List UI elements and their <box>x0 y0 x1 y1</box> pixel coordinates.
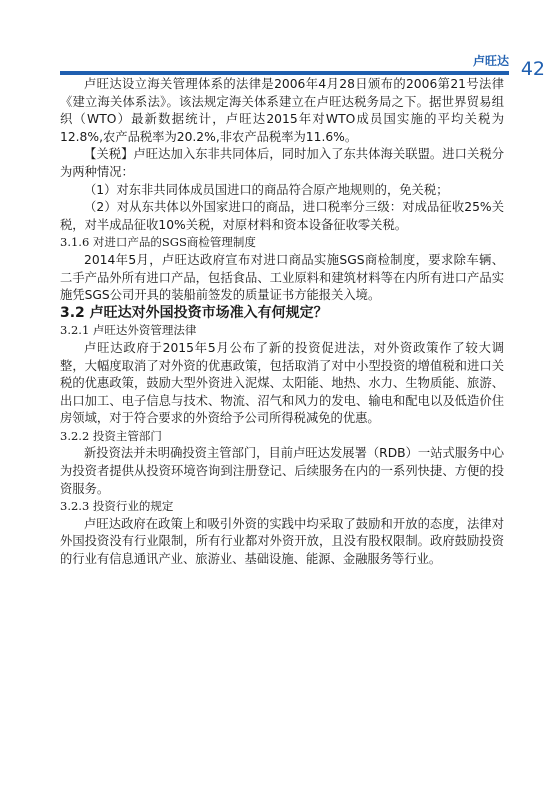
section-heading-3-2: 3.2 卢旺达对外国投资市场准入有何规定？ <box>60 304 328 321</box>
subheading-3-2-2: 3.2.2 投资主管部门 <box>60 428 162 443</box>
paragraph-sgs: 2014年5月，卢旺达政府宣布对进口商品实施SGS商检制度，要求除车辆、二手产品外所有进口产品，包括食品、工业原料和建筑材料等在内所有进口产品实施凭SGS公司开具的装船前签发的质量证书方能报关入境。 <box>60 252 504 303</box>
paragraph-industries: 卢旺达政府在政策上和吸引外资的实践中均采取了鼓励和开放的态度，法律对外国投资没有行业限制，所有行业都对外资开放，且没有股权限制。政府鼓励投资的行业有信息通讯产业、旅游业、基础设施、能源、金融服务等行业。 <box>60 516 504 567</box>
paragraph-customs-law: 卢旺达设立海关管理体系的法律是2006年4月28日颁布的2006第21号法律《建立海关体系法》。该法规定海关体系建立在卢旺达税务局之下。据世界贸易组织（WTO）最新数据统计，卢旺达2015年对WTO成员国实施的平均关税为12.8%,农产品税率为20.2%,非农产品税率为11.6%。 <box>60 77 504 144</box>
running-header-country: 卢旺达 <box>472 54 509 68</box>
paragraph-tariff-case-2: （2）对从东共体以外国家进口的商品，进口税率分三级：对成品征收25%关税，对半成品征收10%关税，对原材料和资本设备征收零关税。 <box>60 200 504 232</box>
page-content <box>60 76 504 569</box>
paragraph-tariff-case-1: （1）对东非共同体成员国进口的商品符合原产地规则的，免关税； <box>84 182 449 197</box>
subheading-3-1-6: 3.1.6 对进口产品的SGS商检管理制度 <box>60 235 256 250</box>
page-header <box>0 0 559 86</box>
paragraph-tariffs: 【关税】卢旺达加入东非共同体后，同时加入了东共体海关联盟。进口关税分为两种情况： <box>60 147 504 179</box>
header-rule <box>60 71 509 75</box>
subheading-3-2-1: 3.2.1 卢旺达外资管理法律 <box>60 323 197 338</box>
page-number: 42 <box>520 58 545 80</box>
subheading-3-2-3: 3.2.3 投资行业的规定 <box>60 499 174 514</box>
paragraph-authority: 新投资法并未明确投资主管部门，目前卢旺达发展署（RDB）一站式服务中心为投资者提供从投资环境咨询到注册登记、后续服务在内的一系列快捷、方便的投资服务。 <box>60 446 504 496</box>
paragraph-investment-law: 卢旺达政府于2015年5月公布了新的投资促进法，对外资政策作了较大调整，大幅度取消了对外资的优惠政策，包括取消了对中小型投资的增值税和进口关税的优惠政策，鼓励大型外资进入泥煤、太阳能、地热、水力、生物质能、旅游、出口加工、电子信息与技术、物流、沼气和风力的发电、输电和配电以及低造价住房领域，对于符合要求的外资给予公司所得税减免的优惠。 <box>60 340 504 426</box>
